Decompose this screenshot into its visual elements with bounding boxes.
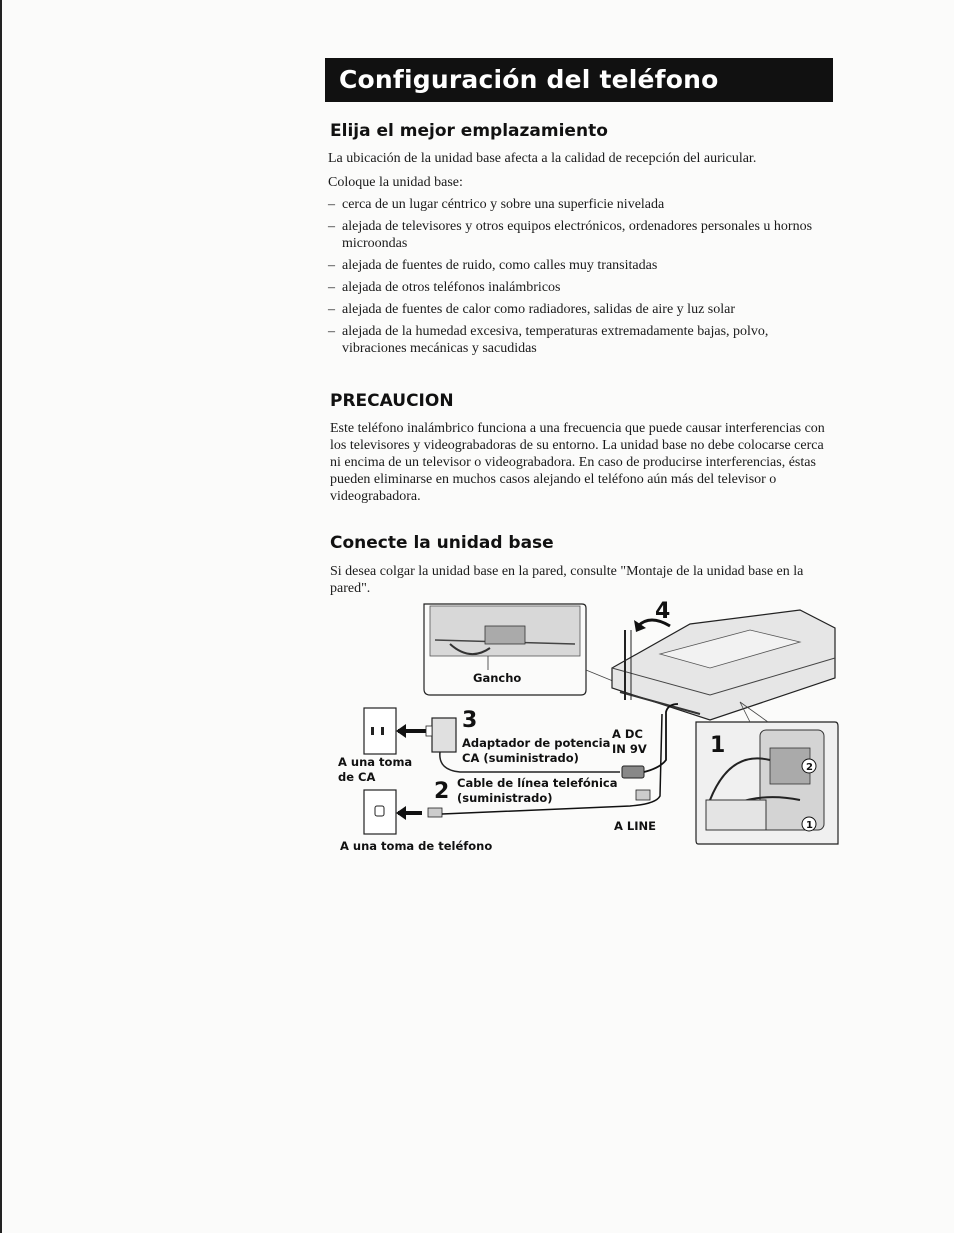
connection-diagram xyxy=(330,600,842,860)
placement-heading: Elija el mejor emplazamiento xyxy=(330,121,608,141)
connect-heading: Conecte la unidad base xyxy=(330,533,554,553)
placement-list xyxy=(328,196,828,362)
ac-outlet-label-1: A una toma xyxy=(338,755,413,769)
list-item: – alejada de fuentes de ruido, como calles muy transitadas xyxy=(328,257,828,274)
ac-outlet-label-2: de CA xyxy=(338,770,376,784)
dc-label-2: IN 9V xyxy=(612,742,647,756)
phone-jack-label: A una toma de teléfono xyxy=(340,839,493,853)
line-label: A LINE xyxy=(614,819,656,833)
page-edge xyxy=(0,0,2,1233)
step-3-number: 3 xyxy=(462,708,478,733)
phone-jack xyxy=(364,790,396,834)
caution-text: Este teléfono inalámbrico funciona a una frecuencia que puede causar interferencias con los televisores y videograbadoras de su entorno. La unidad base no debe colocarse cerca ni encima de un televisor o videograbadora. En caso de producirse interferencias, éstas pueden eliminarse en muchos casos alejando el teléfono aún más del televisor o videograbadora. xyxy=(330,421,825,504)
page-title: Configuración del teléfono xyxy=(325,58,833,102)
list-item: – alejada de fuentes de calor como radiadores, salidas de aire y luz solar xyxy=(328,301,828,318)
list-item: – alejada de la humedad excesiva, temperaturas extremadamente bajas, polvo, vibraciones mecánicas y sacudidas xyxy=(328,323,828,357)
ac-adapter xyxy=(426,718,456,752)
step-4-number: 4 xyxy=(655,600,671,624)
phone-plug-left xyxy=(428,808,442,817)
circle-2-number: 2 xyxy=(806,762,813,773)
dc-label-1: A DC xyxy=(612,727,643,741)
hook-label: Gancho xyxy=(473,671,522,685)
base-unit xyxy=(612,610,835,720)
step-1-inset xyxy=(696,702,838,844)
step-2-number: 2 xyxy=(434,779,450,804)
circle-1-number: 1 xyxy=(806,820,813,831)
hook-inset xyxy=(424,604,586,695)
dc-plug xyxy=(622,766,644,778)
phone-plug-right xyxy=(636,790,650,800)
list-item: – alejada de televisores y otros equipos electrónicos, ordenadores personales u hornos microondas xyxy=(328,218,828,252)
caution-heading: PRECAUCION xyxy=(330,391,454,411)
adapter-label-1: Adaptador de potencia xyxy=(462,736,611,750)
cable-label-1: Cable de línea telefónica xyxy=(457,776,618,790)
ac-outlet xyxy=(364,708,396,754)
connect-text: Si desea colgar la unidad base en la pared, consulte "Montaje de la unidad base en la pared". xyxy=(330,564,804,596)
step-1-number: 1 xyxy=(710,733,726,758)
adapter-label-2: CA (suministrado) xyxy=(462,751,579,765)
list-item: – alejada de otros teléfonos inalámbricos xyxy=(328,279,828,296)
list-item: – cerca de un lugar céntrico y sobre una superficie nivelada xyxy=(328,196,828,213)
placement-intro-2: Coloque la unidad base: xyxy=(328,175,463,190)
cable-label-2: (suministrado) xyxy=(457,791,553,805)
placement-intro: La ubicación de la unidad base afecta a la calidad de recepción del auricular. xyxy=(328,151,757,166)
